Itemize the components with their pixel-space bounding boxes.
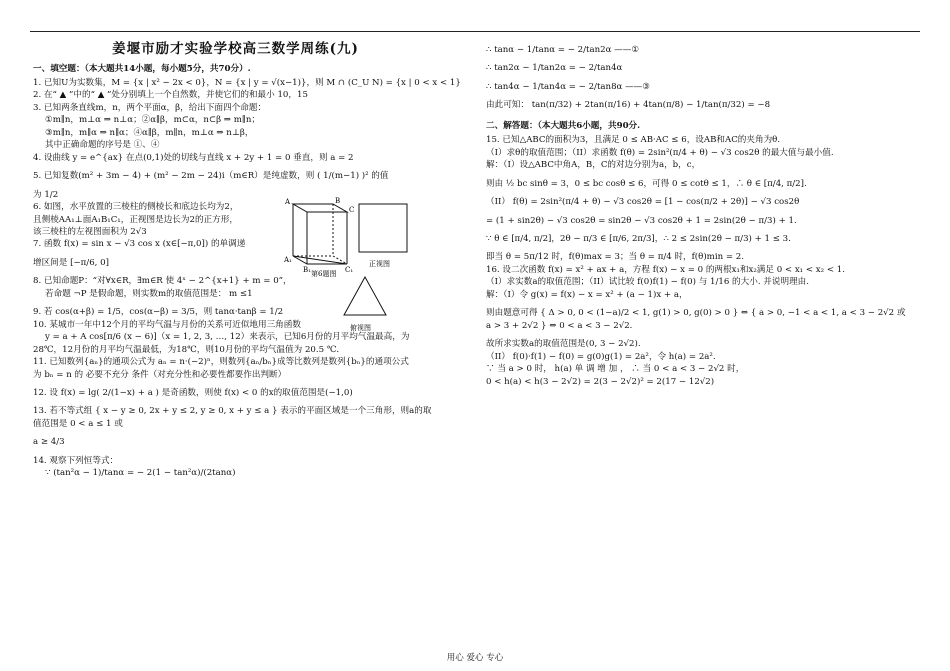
- question-10-c: 28℃，12月份的月平均气温最低，为18℃，则10月份的平均气温值为 20.5 ℃.: [33, 344, 340, 355]
- question-16: 16. 设二次函数 f(x) = x² + ax + a，方程 f(x) − x = 0 的两根x₁和x₂满足 0 < x₁ < x₂ < 1.: [486, 264, 845, 275]
- solution-15-f: 即当 θ = 5π/12 时，f(θ)max = 3；当 θ = π/4 时，f(θ)min = 2.: [486, 252, 744, 263]
- question-15-b: （I）求θ的取值范围；（II）求函数 f(θ) = 2sin²(π/4 + θ) − √3 cos2θ 的最大值与最小值.: [486, 147, 834, 158]
- question-10-b: y = a + A cos[π/6 (x − 6)]（x = 1, 2, 3, …, 12）来表示，已知6月份的月平均气温最高，为: [45, 332, 410, 343]
- solution-16-d: （II） f(0)·f(1) − f(0) = g(0)g(1) = 2a²，令 h(a) = 2a².: [486, 351, 716, 362]
- solution-16-f: 0 < h(a) < h(3 − 2√2) = 2(3 − 2√2)² = 2(17 − 12√2): [486, 376, 715, 387]
- prism-label-c: C: [349, 206, 355, 214]
- fig6-caption: 第6题图: [311, 270, 337, 278]
- header-rule: [30, 31, 920, 32]
- question-3: 3. 已知两条直线m，n，两个平面α，β，给出下面四个命题：: [33, 102, 267, 113]
- identity-1: ∴ tanα − 1/tanα = − 2/tan2α ——①: [486, 45, 640, 55]
- section-solutions: 二、解答题：（本大题共6小题，共90分.: [486, 120, 641, 131]
- top-view-label: 俯视图: [350, 324, 371, 332]
- prism-label-b: B: [335, 197, 341, 205]
- question-12: 12. 设 f(x) = lg( 2/(1−x) + a ) 是奇函数，则使 f(x) < 0 的x的取值范围是(−1,0): [33, 387, 353, 398]
- identity-conclusion: 由此可知： tan(π/32) + 2tan(π/16) + 4tan(π/8) − 1/tan(π/32) = −8: [486, 100, 771, 111]
- prism-label-c1: C₁: [345, 266, 354, 274]
- question-11-b: 为 bₙ = n 的 必要不充分 条件（对充分性和必要性都要作出判断）: [33, 369, 287, 380]
- prism-top-face: [293, 204, 347, 212]
- solution-15-e: ∵ θ ∈ [π/4, π/2]，2θ − π/3 ∈ [π/6, 2π/3]，∴ 2 ≤ 2sin(2θ − π/3) + 1 ≤ 3.: [486, 233, 791, 244]
- question-3-c: 其中正确命题的序号是 ①、④: [45, 140, 160, 151]
- solution-16-e: ∵ 当 a > 0 时， h(a) 单 调 增 加 ， ∴ 当 0 < a < 3 − 2√2 时，: [486, 364, 745, 375]
- top-view-triangle: [344, 277, 386, 315]
- question-3-a: ①m∥n，m⊥α ⇒ n⊥α；②α∥β，m⊂α，n⊂β ⇒ m∥n；: [45, 115, 260, 126]
- identity-2: ∴ tan2α − 1/tan2α = − 2/tan4α: [486, 63, 623, 74]
- solution-15-a: 解：（I）设△ABC中角A，B，C的对边分别为a，b，c，: [486, 160, 701, 171]
- front-view-figure: [355, 200, 425, 272]
- solution-15-d: = (1 + sin2θ) − √3 cos2θ = sin2θ − √3 cos2θ + 1 = 2sin(2θ − π/3) + 1.: [486, 215, 797, 226]
- prism-label-a: A: [285, 198, 291, 206]
- question-11: 11. 已知数列{aₙ}的通项公式为 aₙ = n·(−2)ⁿ，则数列{aₙ/bₙ}成等比数列是数列{bₙ}的通项公式: [33, 357, 409, 368]
- prism-bottom-face: [293, 256, 347, 264]
- question-2: 2. 在“ ▲ ”中的“ ▲ ”处分别填上一个自然数，并使它们的和最小 10，15: [33, 90, 308, 101]
- section-fill-in: 一、填空题：（本大题共14小题，每小题5分，共70分）.: [33, 63, 251, 74]
- page-footer: 用心 爱心 专心: [446, 653, 504, 663]
- solution-15-c: （II） f(θ) = 2sin²(π/4 + θ) − √3 cos2θ = [1 − cos(π/2 + 2θ)] − √3 cos2θ: [486, 197, 800, 208]
- question-10: 10. 某城市一年中12个月的平均气温与月份的关系可近似地用三角函数: [33, 319, 301, 330]
- question-8-b: 若命题 ¬P 是假命题，则实数m的取值范围是： m ≤1: [45, 288, 253, 299]
- identity-3: ∴ tan4α − 1/tan4α = − 2/tan8α ——③: [486, 81, 650, 92]
- question-1: 1. 已知U为实数集，M = {x | x² − 2x < 0}，N = {x | y = √(x−1)}，则 M ∩ (C_U N) = {x | 0 < x < 1}: [33, 78, 461, 89]
- question-4: 4. 设曲线 y = e^{ax} 在点(0,1)处的切线与直线 x + 2y + 1 = 0 垂直，则 a = 2: [33, 152, 354, 163]
- front-view-square: [359, 204, 407, 252]
- question-15: 15. 已知△ABC的面积为3，且满足 0 ≤ AB·AC ≤ 6，设AB和AC的夹角为θ.: [486, 135, 781, 146]
- question-9: 9. 若 cos(α+β) = 1/5，cos(α−β) = 3/5，则 tanα·tanβ = 1/2: [33, 307, 284, 318]
- question-16-b: （I）求实数a的取值范围；（II）试比较 f(0)f(1) − f(0) 与 1/16 的大小. 并说明理由.: [486, 277, 809, 288]
- question-6-c: 该三棱柱的左视图面积为 2√3: [33, 227, 147, 237]
- solution-16-b: 则由题意可得 { Δ > 0, 0 < (1−a)/2 < 1, g(1) > 0, g(0) > 0 } ⇔ { a > 0, −1 < a < 1, a < 3 − 2√2 或 a > 3 + 2√2 } ⇔ 0 < a < 3 − 2√2.: [486, 308, 906, 331]
- question-13: 13. 若不等式组 { x − y ≥ 0, 2x + y ≤ 2, y ≥ 0, x + y ≤ a } 表示的平面区域是一个三角形，则a的取值范围是 0 < a ≤ 1 或: [33, 406, 432, 429]
- top-view-figure: [340, 275, 410, 337]
- question-7: 7. 函数 f(x) = sin x − √3 cos x (x∈[−π,0]) 的单调递: [33, 239, 246, 250]
- solution-15-b: 则由 ½ bc sinθ = 3，0 ≤ bc cosθ ≤ 6，可得 0 ≤ cotθ ≤ 1，∴ θ ∈ [π/4, π/2].: [486, 178, 807, 189]
- question-5-answer: 为 1/2: [33, 189, 59, 200]
- question-14-b: ∵ (tan²α − 1)/tanα = − 2(1 − tan²α)/(2tanα): [45, 468, 236, 479]
- question-7-answer: 增区间是 [−π/6, 0]: [33, 257, 109, 268]
- solution-16-a: 解：（I）令 g(x) = f(x) − x = x² + (a − 1)x + a，: [486, 289, 688, 300]
- page-title: 姜堰市励才实验学校高三数学周练(九): [112, 41, 359, 57]
- question-5: 5. 已知复数(m² + 3m − 4) + (m² − 2m − 24)i（m∈R）是纯虚数，则 ( 1/(m−1) )² 的值: [33, 171, 389, 182]
- question-13-b: a ≥ 4/3: [33, 437, 65, 448]
- front-view-label: 正视图: [369, 260, 390, 268]
- prism-label-a1: A₁: [284, 256, 292, 264]
- solution-16-c: 故所求实数a的取值范围是(0, 3 − 2√2).: [486, 339, 641, 350]
- right-column: [486, 38, 906, 388]
- question-6-b: 且侧棱AA₁⊥面A₁B₁C₁，正视图是边长为2的正方形，: [33, 214, 238, 225]
- prism-label-b1: B₁: [303, 266, 311, 274]
- question-6: 6. 如图，水平放置的三棱柱的侧棱长和底边长均为2，: [33, 202, 239, 213]
- question-14: 14. 观察下列恒等式：: [33, 455, 119, 466]
- question-3-b: ③m∥n，m∥α ⇒ n∥α；④α∥β，m∥n，m⊥α ⇒ n⊥β，: [45, 127, 254, 138]
- question-8: 8. 已知命题P：“对∀x∈R，∃m∈R 使 4ˣ − 2^{x+1} + m = 0”，: [33, 276, 292, 287]
